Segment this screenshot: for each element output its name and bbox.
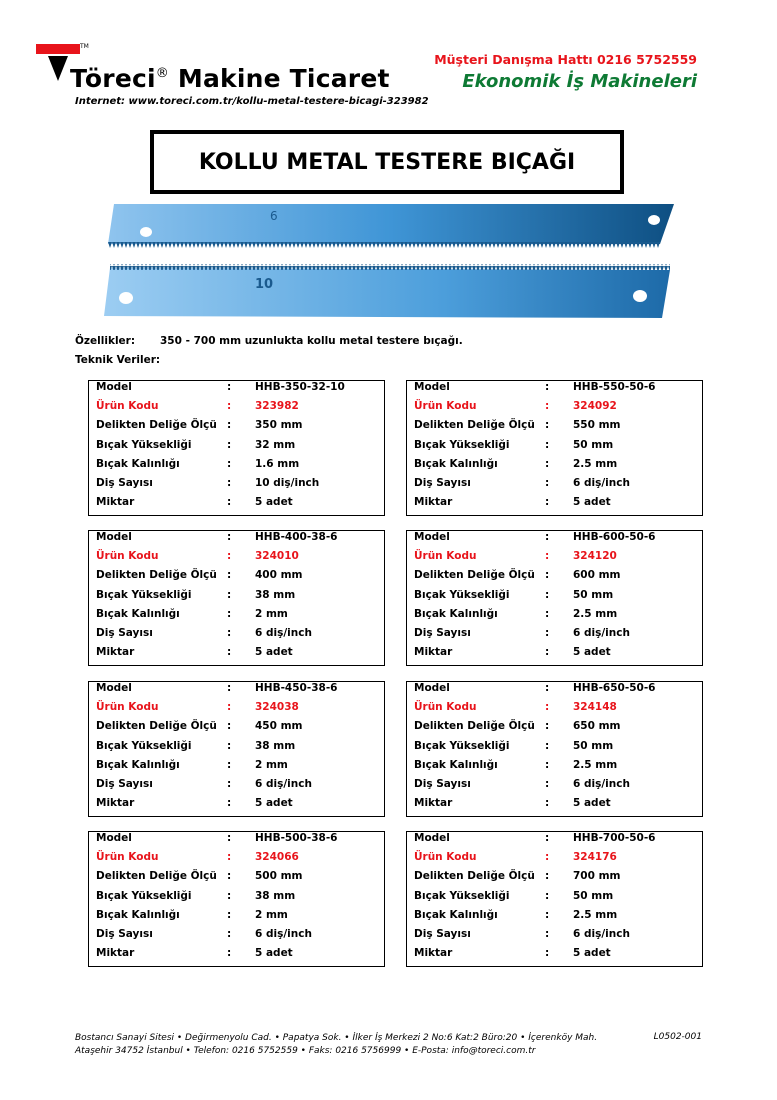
spec-key: Ürün Kodu [96, 550, 159, 563]
brand-name: Töreci® Makine Ticaret [70, 64, 390, 93]
spec-colon: : [545, 588, 550, 601]
spec-key: Model [96, 682, 132, 694]
spec-table [406, 831, 703, 967]
spec-key: Diş Sayısı [414, 928, 471, 940]
spec-row [407, 400, 702, 419]
spec-colon: : [227, 607, 232, 620]
spec-value: HHB-600-50-6 [573, 531, 656, 543]
blade-top-number: 6 [270, 209, 278, 223]
spec-key: Bıçak Kalınlığı [96, 758, 180, 771]
spec-row [89, 740, 384, 759]
spec-colon: : [227, 550, 232, 563]
spec-value: 6 diş/inch [255, 928, 312, 940]
spec-value: 324120 [573, 550, 617, 563]
spec-value: 38 mm [255, 739, 296, 752]
spec-key: Diş Sayısı [414, 477, 471, 489]
spec-colon: : [227, 400, 232, 413]
spec-value: 6 diş/inch [573, 928, 630, 940]
spec-key: Delikten Deliğe Ölçü [414, 720, 535, 733]
hotline: Müşteri Danışma Hattı 0216 5752559 [434, 52, 697, 67]
spec-colon: : [545, 928, 550, 940]
spec-colon: : [227, 419, 232, 432]
spec-colon: : [545, 870, 550, 883]
spec-colon: : [227, 588, 232, 601]
spec-value: 324148 [573, 701, 617, 714]
spec-key: Model [414, 531, 450, 543]
spec-row [407, 832, 702, 851]
spec-row [89, 381, 384, 400]
spec-colon: : [545, 569, 550, 582]
spec-colon: : [545, 400, 550, 413]
spec-key: Bıçak Kalınlığı [414, 908, 498, 921]
spec-value: 324092 [573, 400, 617, 413]
spec-row [407, 477, 702, 496]
spec-row [89, 419, 384, 438]
page-title: KOLLU METAL TESTERE BIÇAĞI [150, 130, 624, 194]
features [75, 335, 463, 347]
trademark-mark: TM [80, 43, 89, 50]
spec-value: 1.6 mm [255, 457, 300, 470]
spec-row [89, 646, 384, 665]
spec-key: Bıçak Yüksekliği [414, 588, 510, 601]
spec-value: 50 mm [573, 889, 614, 902]
spec-row [407, 682, 702, 701]
spec-value: HHB-650-50-6 [573, 682, 656, 694]
spec-key: Delikten Deliğe Ölçü [96, 569, 217, 582]
spec-value: 650 mm [573, 720, 621, 733]
spec-row [407, 909, 702, 928]
spec-row [407, 550, 702, 569]
spec-table [88, 530, 385, 666]
tech-label: Teknik Veriler: [75, 354, 161, 366]
internet-url[interactable]: Internet: www.toreci.com.tr/kollu-metal-testere-bicagi-323982 [75, 96, 429, 107]
saw-blades-image [100, 200, 678, 324]
spec-row [89, 531, 384, 550]
spec-colon: : [227, 778, 232, 790]
footer-line-2: Ataşehir 34752 İstanbul • Telefon: 0216 5752559 • Faks: 0216 5756999 • E-Posta: info@toreci.com.tr [75, 1046, 536, 1056]
spec-colon: : [227, 627, 232, 639]
spec-value: 38 mm [255, 889, 296, 902]
spec-row [407, 589, 702, 608]
spec-colon: : [545, 758, 550, 771]
spec-value: 324066 [255, 851, 299, 864]
spec-row [407, 890, 702, 909]
spec-row [407, 439, 702, 458]
spec-key: Bıçak Yüksekliği [414, 438, 510, 451]
spec-value: 323982 [255, 400, 299, 413]
spec-colon: : [545, 531, 550, 543]
spec-key: Model [414, 682, 450, 694]
spec-colon: : [545, 477, 550, 489]
spec-key: Bıçak Kalınlığı [96, 908, 180, 921]
spec-value: 5 adet [255, 947, 293, 960]
spec-key: Ürün Kodu [414, 400, 477, 413]
spec-row [89, 851, 384, 870]
spec-key: Miktar [414, 797, 453, 810]
spec-colon: : [545, 908, 550, 921]
spec-colon: : [545, 496, 550, 509]
spec-row [407, 608, 702, 627]
spec-table [88, 380, 385, 516]
spec-value: 2.5 mm [573, 607, 618, 620]
spec-colon: : [545, 627, 550, 639]
spec-value: 10 diş/inch [255, 477, 320, 489]
spec-key: Delikten Deliğe Ölçü [414, 569, 535, 582]
spec-colon: : [227, 682, 232, 694]
spec-colon: : [545, 851, 550, 864]
spec-row [407, 627, 702, 646]
spec-value: 2 mm [255, 908, 288, 921]
spec-value: 50 mm [573, 739, 614, 752]
features-label: Özellikler: [75, 335, 136, 347]
spec-row [407, 740, 702, 759]
spec-colon: : [545, 720, 550, 733]
spec-key: Delikten Deliğe Ölçü [414, 419, 535, 432]
spec-row [407, 701, 702, 720]
spec-colon: : [227, 832, 232, 844]
spec-value: 6 diş/inch [255, 778, 312, 790]
spec-key: Miktar [414, 646, 453, 659]
spec-row [89, 439, 384, 458]
spec-row [89, 797, 384, 816]
spec-colon: : [227, 797, 232, 810]
spec-key: Diş Sayısı [96, 477, 153, 489]
spec-row [89, 682, 384, 701]
spec-key: Bıçak Yüksekliği [414, 889, 510, 902]
spec-key: Delikten Deliğe Ölçü [96, 419, 217, 432]
spec-colon: : [545, 457, 550, 470]
spec-row [407, 870, 702, 889]
spec-key: Bıçak Kalınlığı [96, 607, 180, 620]
spec-key: Miktar [96, 797, 135, 810]
spec-value: 400 mm [255, 569, 303, 582]
spec-colon: : [227, 928, 232, 940]
spec-row [89, 701, 384, 720]
spec-key: Ürün Kodu [96, 400, 159, 413]
spec-value: HHB-350-32-10 [255, 381, 345, 393]
spec-key: Miktar [96, 947, 135, 960]
spec-value: 600 mm [573, 569, 621, 582]
spec-value: 324010 [255, 550, 299, 563]
spec-row [407, 458, 702, 477]
spec-value: 5 adet [573, 947, 611, 960]
spec-row [89, 832, 384, 851]
slogan: Ekonomik İş Makineleri [462, 71, 697, 92]
spec-colon: : [227, 908, 232, 921]
spec-colon: : [545, 832, 550, 844]
spec-key: Bıçak Kalınlığı [414, 607, 498, 620]
blade-bottom-number: 10 [255, 277, 274, 292]
spec-colon: : [545, 419, 550, 432]
spec-colon: : [545, 438, 550, 451]
spec-row [89, 496, 384, 515]
spec-table [406, 380, 703, 516]
spec-row [89, 477, 384, 496]
spec-row [89, 778, 384, 797]
spec-row [407, 531, 702, 550]
spec-row [89, 458, 384, 477]
spec-row [407, 947, 702, 966]
spec-value: 5 adet [573, 646, 611, 659]
spec-key: Ürün Kodu [414, 851, 477, 864]
spec-value: 32 mm [255, 438, 296, 451]
spec-row [407, 419, 702, 438]
spec-colon: : [545, 550, 550, 563]
spec-value: HHB-450-38-6 [255, 682, 338, 694]
spec-value: 700 mm [573, 870, 621, 883]
spec-value: 5 adet [255, 797, 293, 810]
spec-row [407, 759, 702, 778]
spec-row [407, 720, 702, 739]
spec-colon: : [545, 381, 550, 393]
spec-table [406, 530, 703, 666]
spec-key: Bıçak Kalınlığı [96, 457, 180, 470]
spec-row [89, 720, 384, 739]
spec-colon: : [545, 739, 550, 752]
spec-value: HHB-550-50-6 [573, 381, 656, 393]
spec-value: 550 mm [573, 419, 621, 432]
spec-colon: : [545, 797, 550, 810]
spec-colon: : [227, 739, 232, 752]
spec-colon: : [545, 701, 550, 714]
spec-key: Model [96, 832, 132, 844]
spec-row [89, 569, 384, 588]
spec-key: Diş Sayısı [96, 778, 153, 790]
spec-value: 324176 [573, 851, 617, 864]
spec-key: Ürün Kodu [96, 851, 159, 864]
spec-key: Model [414, 832, 450, 844]
spec-key: Ürün Kodu [414, 550, 477, 563]
spec-row [89, 589, 384, 608]
features-value: 350 - 700 mm uzunlukta kollu metal testere bıçağı. [160, 335, 463, 347]
spec-value: 500 mm [255, 870, 303, 883]
spec-colon: : [545, 947, 550, 960]
spec-value: 2 mm [255, 758, 288, 771]
spec-row [407, 778, 702, 797]
spec-colon: : [545, 607, 550, 620]
spec-key: Diş Sayısı [414, 627, 471, 639]
spec-key: Ürün Kodu [414, 701, 477, 714]
spec-colon: : [227, 438, 232, 451]
spec-table [88, 681, 385, 817]
spec-row [89, 400, 384, 419]
spec-colon: : [545, 646, 550, 659]
spec-value: 50 mm [573, 438, 614, 451]
spec-value: 5 adet [255, 646, 293, 659]
spec-row [89, 627, 384, 646]
spec-key: Diş Sayısı [96, 627, 153, 639]
spec-colon: : [227, 646, 232, 659]
spec-value: 2.5 mm [573, 908, 618, 921]
spec-colon: : [227, 457, 232, 470]
spec-key: Model [96, 381, 132, 393]
spec-key: Model [96, 531, 132, 543]
spec-colon: : [227, 851, 232, 864]
spec-key: Ürün Kodu [96, 701, 159, 714]
spec-colon: : [227, 381, 232, 393]
footer-address [75, 1032, 597, 1058]
spec-value: 6 diş/inch [255, 627, 312, 639]
spec-table [88, 831, 385, 967]
spec-colon: : [227, 870, 232, 883]
spec-row [89, 550, 384, 569]
spec-key: Delikten Deliğe Ölçü [96, 870, 217, 883]
spec-row [89, 608, 384, 627]
spec-key: Diş Sayısı [414, 778, 471, 790]
spec-value: 6 diş/inch [573, 778, 630, 790]
spec-value: 5 adet [255, 496, 293, 509]
spec-colon: : [227, 477, 232, 489]
spec-row [407, 646, 702, 665]
spec-colon: : [227, 947, 232, 960]
spec-value: HHB-400-38-6 [255, 531, 338, 543]
spec-row [89, 928, 384, 947]
spec-row [89, 759, 384, 778]
spec-key: Bıçak Yüksekliği [96, 588, 192, 601]
spec-colon: : [227, 496, 232, 509]
spec-key: Diş Sayısı [96, 928, 153, 940]
spec-colon: : [227, 758, 232, 771]
footer-line-1: Bostancı Sanayi Sitesi • Değirmenyolu Cad. • Papatya Sok. • İlker İş Merkezi 2 No:6 Kat:2 Büro:20 • İçerenköy Mah. [75, 1033, 598, 1043]
spec-value: 38 mm [255, 588, 296, 601]
spec-key: Bıçak Kalınlığı [414, 758, 498, 771]
spec-value: 6 diş/inch [573, 477, 630, 489]
spec-value: 450 mm [255, 720, 303, 733]
spec-value: 50 mm [573, 588, 614, 601]
spec-value: 350 mm [255, 419, 303, 432]
spec-key: Miktar [96, 646, 135, 659]
spec-key: Bıçak Yüksekliği [96, 739, 192, 752]
spec-table [406, 681, 703, 817]
spec-value: HHB-700-50-6 [573, 832, 656, 844]
spec-colon: : [545, 889, 550, 902]
spec-key: Miktar [96, 496, 135, 509]
spec-key: Miktar [414, 947, 453, 960]
spec-value: HHB-500-38-6 [255, 832, 338, 844]
spec-row [407, 797, 702, 816]
spec-colon: : [545, 682, 550, 694]
spec-row [407, 569, 702, 588]
spec-colon: : [227, 889, 232, 902]
spec-key: Bıçak Yüksekliği [414, 739, 510, 752]
spec-value: 5 adet [573, 496, 611, 509]
spec-key: Miktar [414, 496, 453, 509]
spec-value: 2.5 mm [573, 457, 618, 470]
spec-value: 2 mm [255, 607, 288, 620]
spec-key: Model [414, 381, 450, 393]
spec-key: Delikten Deliğe Ölçü [96, 720, 217, 733]
spec-row [407, 851, 702, 870]
spec-key: Bıçak Yüksekliği [96, 438, 192, 451]
spec-colon: : [227, 701, 232, 714]
spec-key: Bıçak Yüksekliği [96, 889, 192, 902]
spec-colon: : [227, 720, 232, 733]
spec-row [89, 947, 384, 966]
spec-colon: : [227, 569, 232, 582]
spec-value: 5 adet [573, 797, 611, 810]
spec-value: 2.5 mm [573, 758, 618, 771]
spec-row [89, 890, 384, 909]
document-code: L0502-001 [653, 1032, 702, 1042]
spec-colon: : [227, 531, 232, 543]
spec-row [89, 870, 384, 889]
spec-row [407, 381, 702, 400]
spec-row [407, 928, 702, 947]
spec-row [89, 909, 384, 928]
spec-key: Delikten Deliğe Ölçü [414, 870, 535, 883]
spec-key: Bıçak Kalınlığı [414, 457, 498, 470]
spec-value: 324038 [255, 701, 299, 714]
spec-colon: : [545, 778, 550, 790]
spec-row [407, 496, 702, 515]
spec-value: 6 diş/inch [573, 627, 630, 639]
